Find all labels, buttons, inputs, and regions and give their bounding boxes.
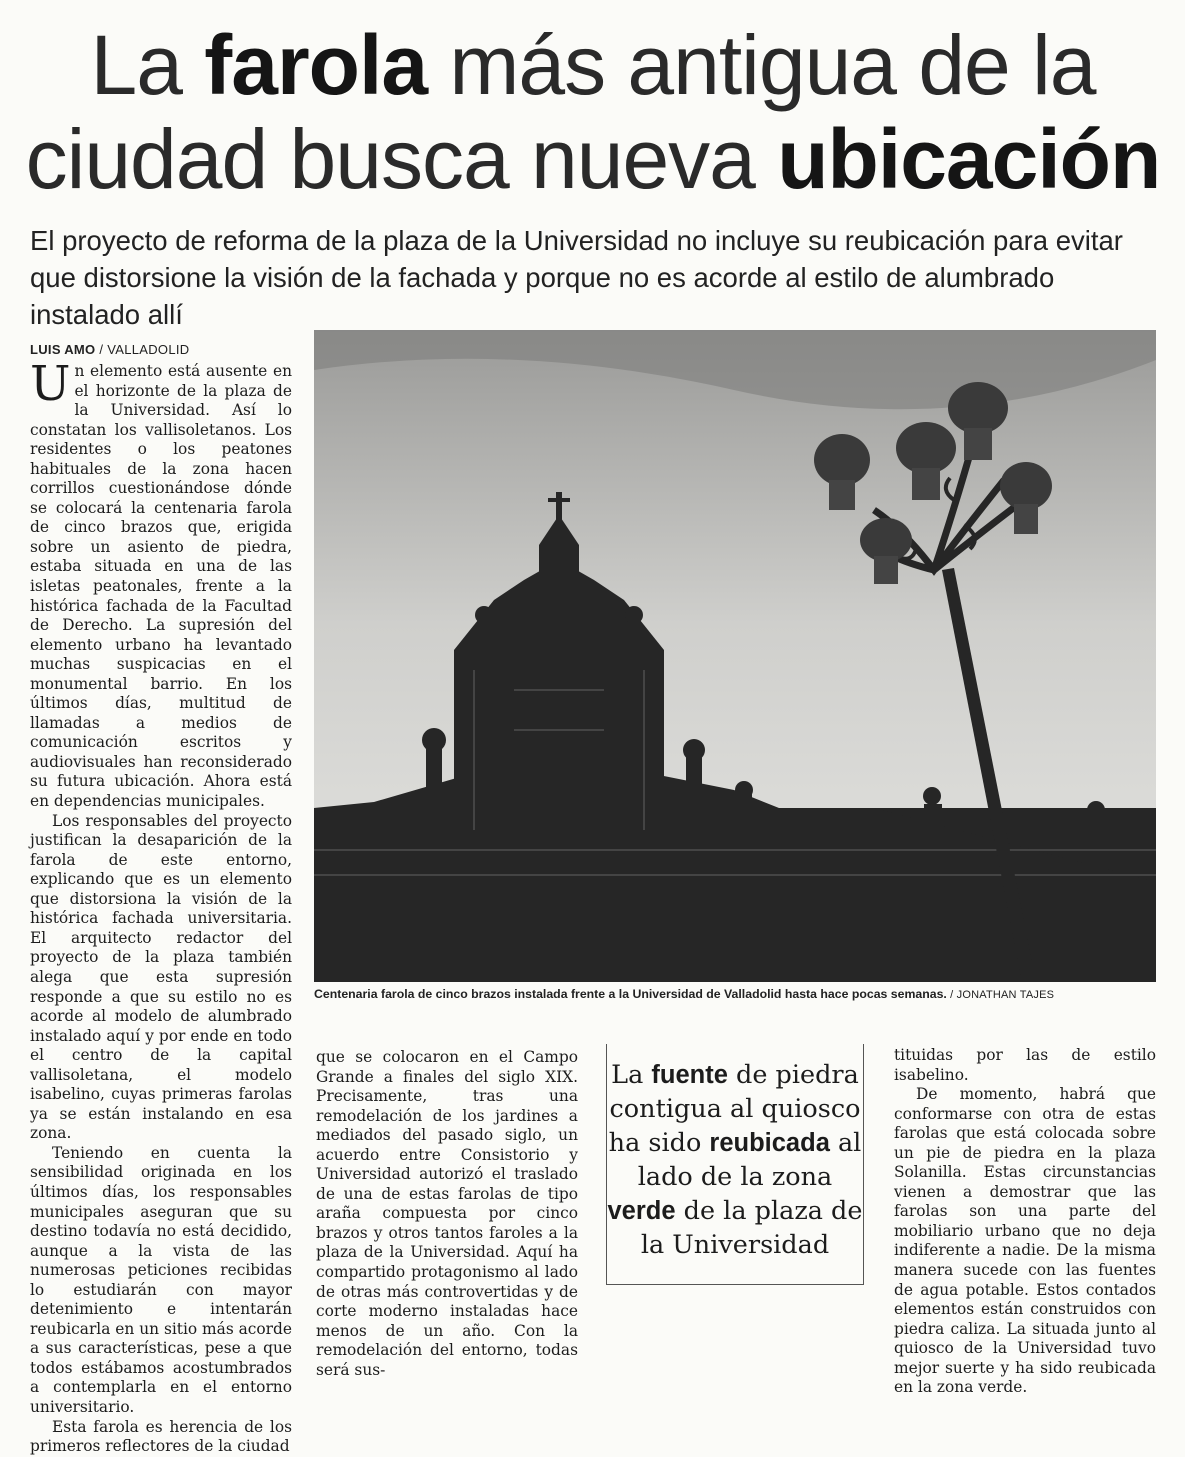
article-paragraph-3: Teniendo en cuenta la sensibilidad originada en los últimos días, los responsables municipales aseguran que su destino todavía no está decidido, aunque a la vista de las numerosas peticiones recibidas lo estudiarán con mayor detenimiento e intentarán reubicarla en un sitio más acorde a sus características, pese a que todos estábamos acostumbrados a contemplarla en el entorno universitario. [30, 1143, 292, 1416]
byline-place: VALLADOLID [107, 342, 190, 357]
headline-text-1: La [90, 18, 205, 112]
article-column-2 [316, 1048, 578, 1379]
university-facade-lamp-illustration [314, 330, 1156, 982]
headline-bold-2: ubicación [777, 112, 1161, 206]
pull-quote-t4: de la plaza de la Universidad [640, 1196, 863, 1260]
column-2-paragraph: que se colocaron en el Campo Grande a finales del siglo XIX. Precisamente, tras una remodelación de los jardines a mediados del pasado siglo, un acuerdo entre Consistorio y Universidad autorizó el traslado de una de estas farolas de tipo araña compuesta por cinco brazos y otros tantos faroles a la plaza de la Universidad. Aquí ha compartido protagonismo al lado de otras más controvertidas y de corte moderno instaladas hace menos de un año. Con la remodelación del entorno, todas será sus- [316, 1048, 578, 1379]
pull-quote-b3: verde [607, 1197, 676, 1225]
pull-quote-t1: La [611, 1060, 652, 1090]
headline-bold-1: farola [204, 18, 428, 112]
subheadline: El proyecto de reforma de la plaza de la Universidad no incluye su reubicación para evitar que distorsione la visión de la fachada y porque no es acorde al estilo de alumbrado instalado allí [30, 225, 1123, 330]
pull-quote [606, 1044, 864, 1285]
byline-author: LUIS AMO [30, 342, 96, 357]
headline [18, 18, 1168, 206]
drop-cap: U [30, 356, 71, 412]
article-paragraph-1-text: n elemento está ausente en el horizonte de la plaza de la Universidad. Así lo constatan los vallisoletanos. Los residentes o los peatones habituales de la zona hacen corrillos cuestionándose dónde se colocará la centenaria farola de cinco brazos que, erigida sobre un asiento de piedra, estaba situada en una de las isletas peatonales, frente a la histórica fachada de la Facultad de Derecho. La supresión del elemento urbano ha levantado muchas suspicacias en el monumental barrio. En los últimos días, multitud de llamadas a medios de comunicación escritos y audiovisuales han reconsiderado su futura ubicación. Ahora está en dependencias municipales. [30, 362, 292, 811]
photo-caption [314, 987, 1164, 1001]
article-column-1 [30, 356, 292, 1456]
pull-quote-b2: reubicada [709, 1129, 830, 1157]
article-paragraph-4: Esta farola es herencia de los primeros reflectores de la ciudad [30, 1417, 292, 1456]
pull-quote-t2: de piedra contigua al quiosco ha sido [608, 1060, 861, 1158]
pull-quote-text [607, 1058, 863, 1262]
pull-quote-t3: al lado de la zona [637, 1128, 862, 1192]
headline-text-2: más antigua de la ciudad busca nueva [25, 18, 1096, 206]
article-paragraph-1 [30, 356, 292, 812]
photo-credit: / JONATHAN TAJES [946, 989, 1055, 1001]
column-4-paragraph-1: tituidas por las de estilo isabelino. [894, 1046, 1156, 1084]
caption-text: Centenaria farola de cinco brazos instalada frente a la Universidad de Valladolid hasta hace pocas semanas. [314, 987, 947, 1001]
article-paragraph-2: Los responsables del proyecto justifican la desaparición de la farola de este entorno, explicando que es un elemento que distorsiona la visión de la histórica fachada universitaria. El arquitecto redactor del proyecto de la plaza también alega que esta supresión responde a que su estilo no es acorde al modelo de alumbrado instalado aquí y por ende en todo el centro de la capital vallisoletana, el modelo isabelino, cuyas primeras farolas ya se están instalando en esa zona. [30, 811, 292, 1143]
byline [30, 342, 189, 357]
article-column-4 [894, 1046, 1156, 1397]
byline-separator: / [95, 342, 108, 357]
article-photo [314, 330, 1156, 982]
pull-quote-b1: fuente [651, 1061, 728, 1089]
column-4-paragraph-2: De momento, habrá que conformarse con otra de estas farolas que está colocada sobre un pie de piedra en la plaza Solanilla. Estas circunstancias vienen a demostrar que las farolas son una parte del mobiliario urbano que no deja indiferente a nadie. De la misma manera sucede con las fuentes de agua potable. Estos contados elementos están construidos con piedra caliza. La situada junto al quiosco de la Universidad tuvo mejor suerte y ha sido reubicada en la zona verde. [894, 1085, 1156, 1397]
